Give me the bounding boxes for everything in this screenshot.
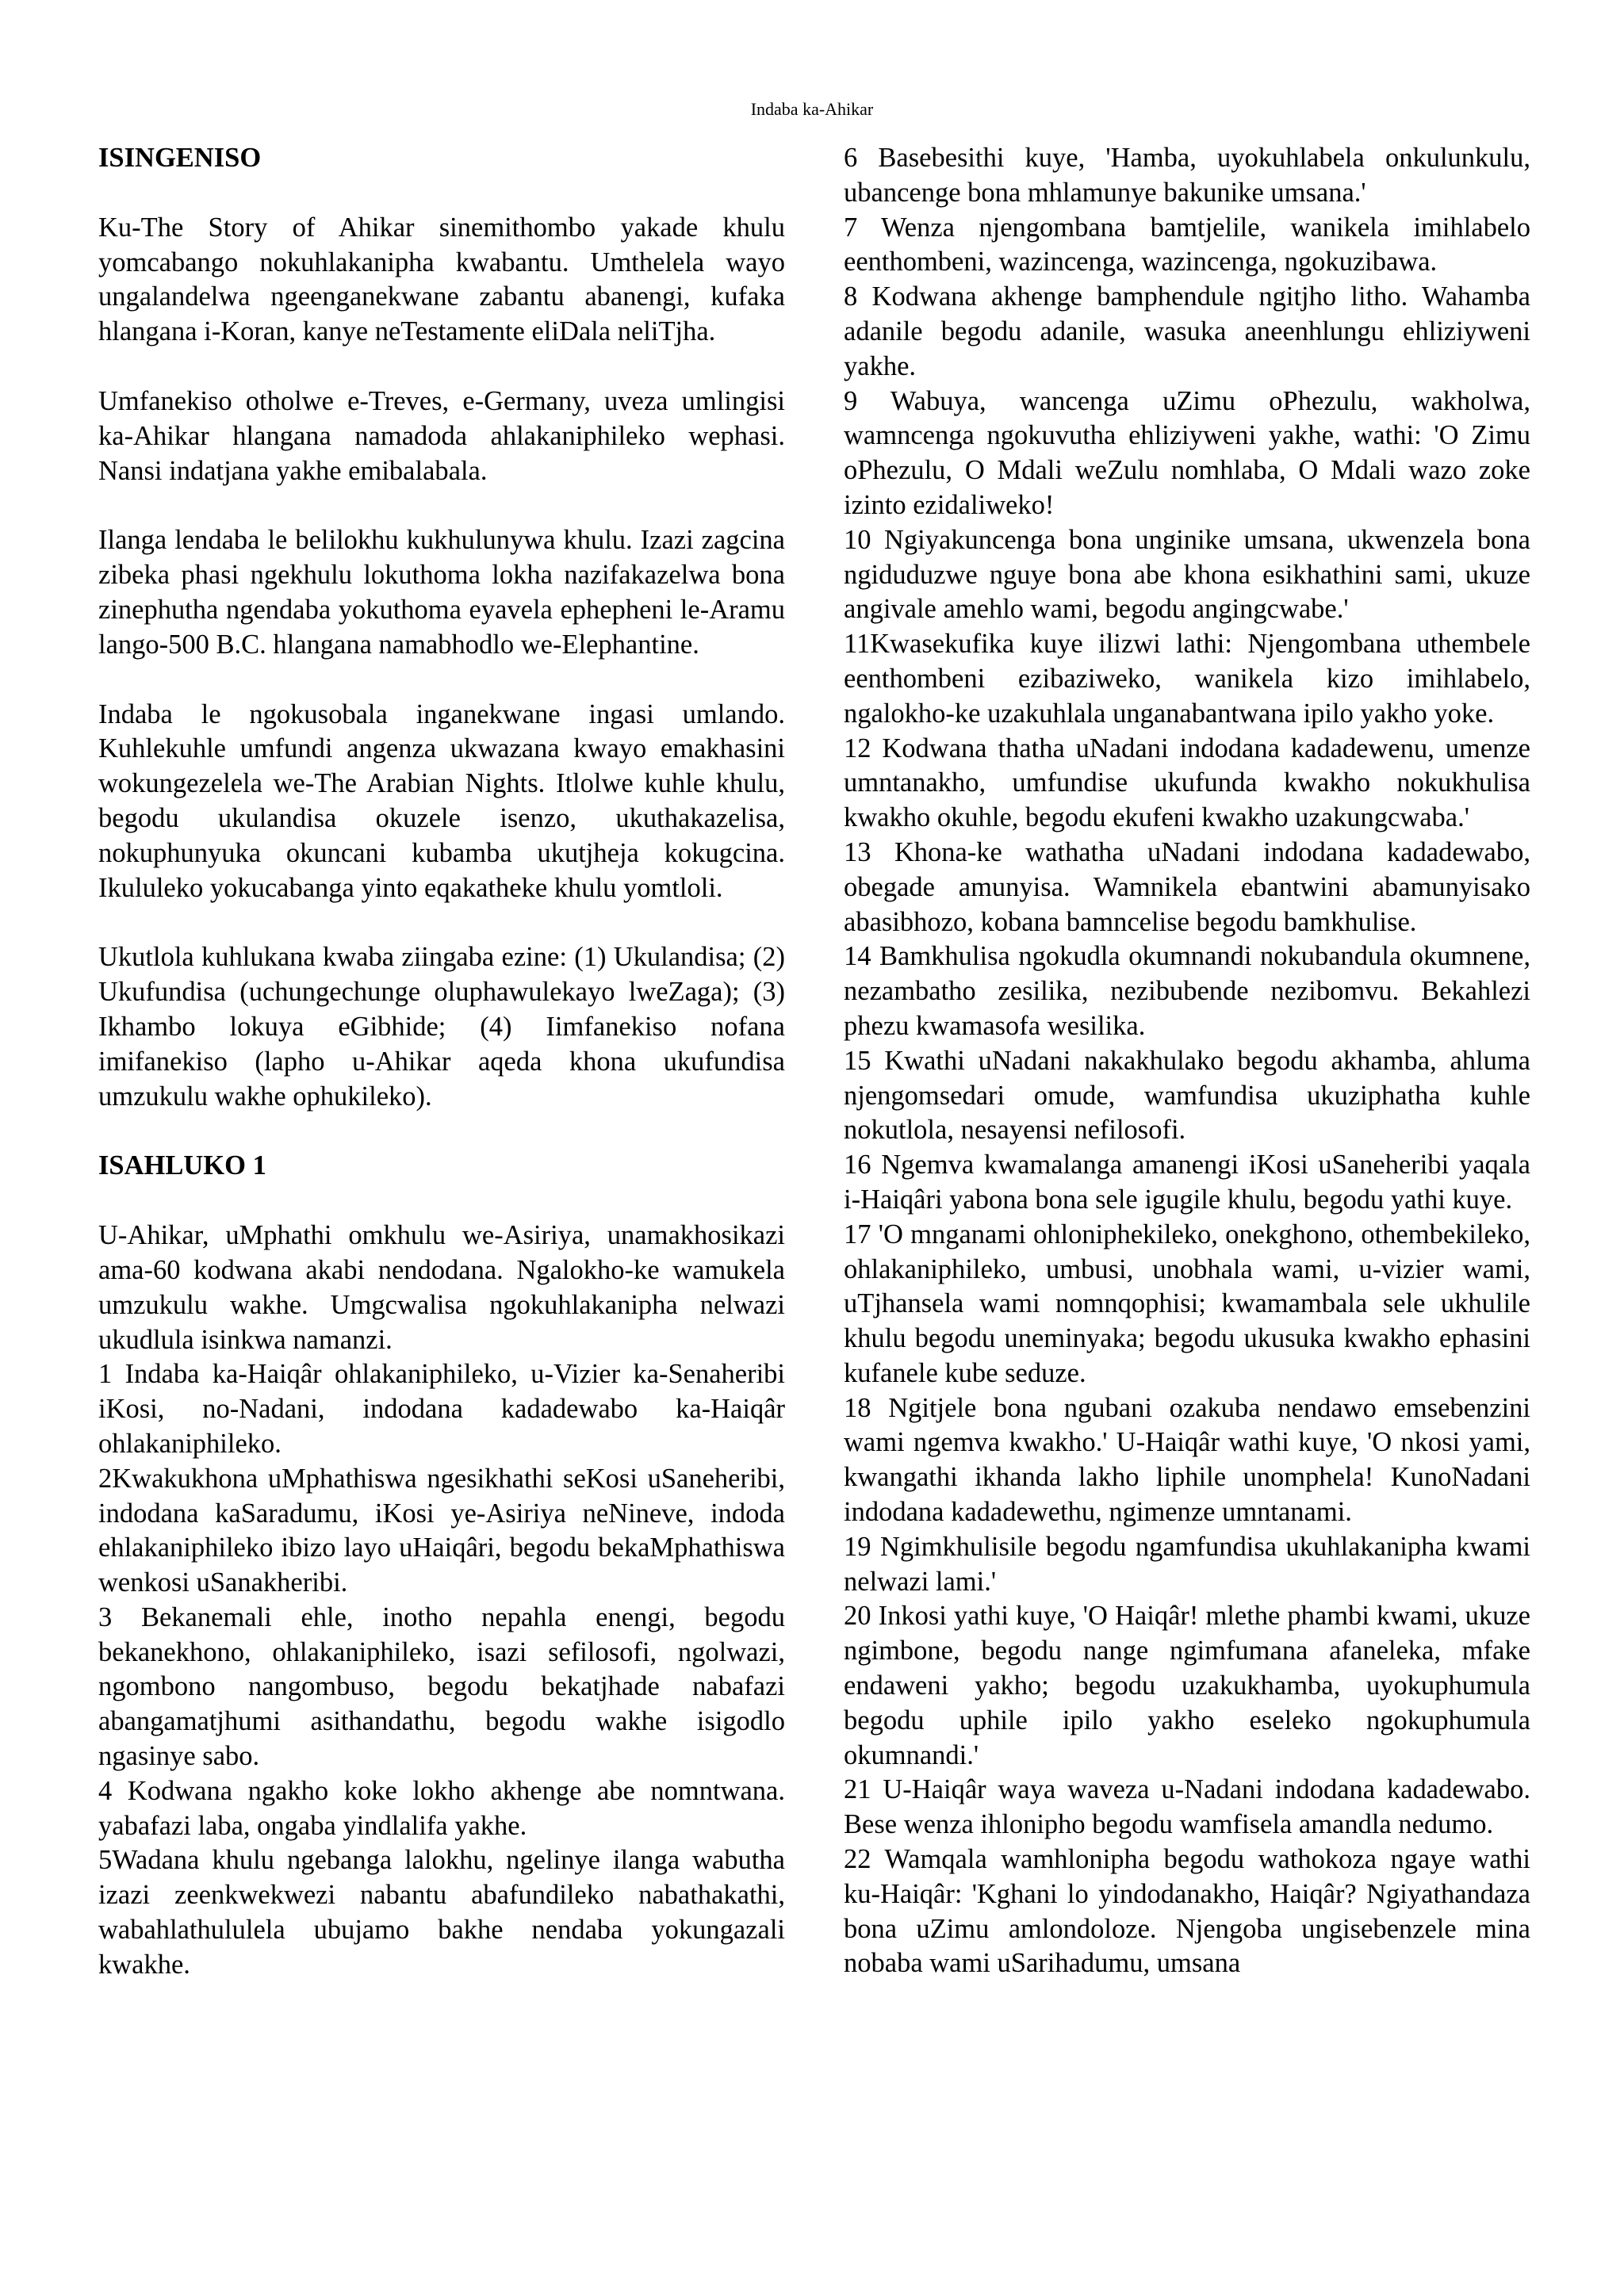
verse: 21 U-Haiqâr waya waveza u-Nadani indodana kadadewabo. Bese wenza ihlonipho begodu wamfisela amandla nedumo. — [844, 1774, 1530, 1840]
heading-chapter: ISAHLUKO 1 — [98, 1150, 266, 1181]
verse: 19 Ngimkhulisile begodu ngamfundisa ukuhlakanipha kwami nelwazi lami.' — [844, 1531, 1530, 1597]
verse: 16 Ngemva kwamalanga amanengi iKosi uSaneheribi yaqala i-Haiqâri yabona bona sele igugile khulu, begodu yathi kuye. — [844, 1150, 1530, 1215]
verse: 14 Bamkhulisa ngokudla okumnandi nokubandula okumnene, nezambatho zesilika, nezibubende nezibomvu. Bekahlezi phezu kwamasofa wesilika. — [844, 941, 1530, 1041]
verse: 18 Ngitjele bona ngubani ozakuba nendawo emsebenzini wami ngemva kwakho.' U-Haiqâr wathi kuye, 'O nkosi yami, kwangathi ikhanda lakho liphile unomphela! KunoNadani indodana kadadewethu, ngimenze umntanami. — [844, 1392, 1530, 1528]
intro-paragraph: Umfanekiso otholwe e-Treves, e-Germany, uveza umlingisi ka-Ahikar hlangana namadoda ahlakaniphileko wephasi. Nansi indatjana yakhe emibalabala. — [98, 385, 785, 486]
verse: 4 Kodwana ngakho koke lokho akhenge abe nomntwana. yabafazi laba, ongaba yindlalifa yakhe. — [98, 1775, 785, 1841]
verse: 13 Khona-ke wathatha uNadani indodana kadadewabo, obegade amunyisa. Wamnikela ebantwini abamunyisako abasibhozo, kobana bamncelise begodu bamkhulise. — [844, 836, 1530, 937]
intro-paragraph: Ukutlola kuhlukana kwaba ziingaba ezine: (1) Ukulandisa; (2) Ukufundisa (uchungechunge oluphawulekayo lweZaga); (3) Ikhambo lokuya eGibhide; (4) Iimfanekiso nofana imifanekiso (lapho u-Ahikar aqeda khona ukufundisa umzukulu wakhe ophukileko). — [98, 942, 785, 1112]
intro-paragraph: Ku-The Story of Ahikar sinemithombo yakade khulu yomcabango nokuhlakanipha kwabantu. Umthelela wayo ungalandelwa ngeenganekwane zabantu abanengi, kufaka hlangana i-Koran, kanye neTestamente eliDala neliTjha. — [98, 212, 785, 347]
verse: 2Kwakukhona uMphathiswa ngesikhathi seKosi uSaneheribi, indodana kaSaradumu, iKosi ye-Asiriya neNineve, indoda ehlakaniphileko ibizo layo uHaiqâri, begodu bekaMphathiswa wenkosi uSanakheribi. — [98, 1463, 785, 1598]
verse: 3 Bekanemali ehle, inotho nepahla enengi, begodu bekanekhono, ohlakaniphileko, isazi sefilosofi, ngolwazi, ngombono nangombuso, begodu bekatjhade nabafazi abangamatjhumi asithandathu, begodu wakhe isigodlo ngasinye sabo. — [98, 1601, 785, 1772]
chapter-intro: U-Ahikar, uMphathi omkhulu we-Asiriya, unamakhosikazi ama-60 kodwana akabi nendodana. Ngalokho-ke wamukela umzukulu wakhe. Umgcwalisa ngokuhlakanipha nelwazi ukudlula isinkwa namanzi. — [98, 1220, 785, 1355]
running-head: Indaba ka-Ahikar — [750, 99, 874, 119]
intro-paragraph: Ilanga lendaba le belilokhu kukhulunywa khulu. Izazi zagcina zibeka phasi ngekhulu lokuthoma lokha nazifakazelwa bona zinephutha ngendaba yokuthoma eyavela ephepheni le-Aramu lango-500 B.C. hlangana namabhodlo we-Elephantine. — [98, 525, 785, 660]
verse: 5Wadana khulu ngebanga lalokhu, ngelinye ilanga wabutha izazi zeenkwekwezi nabantu abafundileko nabathakathi, wabahlathululela ubujamo bakhe nendaba yokungazali kwakhe. — [98, 1845, 785, 1980]
intro-paragraph: Indaba le ngokusobala inganekwane ingasi umlando. Kuhlekuhle umfundi angenza ukwazana kwayo emakhasini wokungezelela we-The Arabian Nights. Itlolwe kuhle khulu, begodu ukulandisa okuzele isenzo, ukuthakazelisa, nokuphunyuka okuncani kubamba ukutjheja kokugcina. Ikululeko yokucabanga yinto eqakatheke khulu yomtloli. — [98, 698, 785, 903]
verse: 11Kwasekufika kuye ilizwi lathi: Njengombana uthembele eenthombeni ezibaziweko, wanikela kizo imihlabelo, ngalokho-ke uzakuhlala unganabantwana ipilo yakho yoke. — [844, 629, 1530, 729]
verse: 15 Kwathi uNadani nakakhulako begodu akhamba, ahluma njengomsedari omude, wamfundisa ukuziphatha kuhle nokutlola, nesayensi nefilosofi. — [844, 1045, 1530, 1146]
verse: 8 Kodwana akhenge bamphendule ngitjho litho. Wahamba adanile begodu adanile, wasuka aneenhlungu ehliziyweni yakhe. — [844, 281, 1530, 381]
heading-intro: ISINGENISO — [98, 143, 262, 173]
verse: 22 Wamqala wamhlonipha begodu wathokoza ngaye wathi ku-Haiqâr: 'Kghani lo yindodanakho, Haiqâr? Ngiyathandaza bona uZimu amlondoloze. Njengoba ungisebenzele mina nobaba wami uSarihadumu, umsana — [844, 1844, 1530, 1979]
verse: 10 Ngiyakuncenga bona unginike umsana, ukwenzela bona ngiduduzwe nguye bona abe khona esikhathini sami, ukuze angivale amehlo wami, begodu angingcwabe.' — [844, 524, 1530, 625]
right-column — [844, 141, 1530, 1981]
left-column — [98, 141, 785, 1983]
verse: 9 Wabuya, wancenga uZimu oPhezulu, wakholwa, wamncenga ngokuvutha ehliziyweni yakhe, wathi: 'O Zimu oPhezulu, O Mdali weZulu nomhlaba, O Mdali wazo zoke izinto ezidaliweko! — [844, 385, 1530, 520]
verse: 6 Basebesithi kuye, 'Hamba, uyokuhlabela onkulunkulu, ubancenge bona mhlamunye bakunike umsana.' — [844, 143, 1530, 208]
verse: 20 Inkosi yathi kuye, 'O Haiqâr! mlethe phambi kwami, ukuze ngimbone, begodu nange ngimfumana afaneleka, mfake endaweni yakho; begodu uzakukhamba, uyokuphumula begodu uphile ipilo yakho eseleko ngokuphumula okumnandi.' — [844, 1601, 1530, 1770]
verse: 12 Kodwana thatha uNadani indodana kadadewenu, umenze umntanakho, umfundise ukufunda kwakho nokukhulisa kwakho okuhle, begodu ekufeni kwakho uzakungcwaba.' — [844, 733, 1530, 833]
verse: 7 Wenza njengombana bamtjelile, wanikela imihlabelo eenthombeni, wazincenga, wazincenga, ngokuzibawa. — [844, 212, 1530, 277]
verse: 1 Indaba ka-Haiqâr ohlakaniphileko, u-Vizier ka-Senaheribi iKosi, no-Nadani, indodana kadadewabo ka-Haiqâr ohlakaniphileko. — [98, 1359, 785, 1459]
verse: 17 'O mnganami ohloniphekileko, onekghono, othembekileko, ohlakaniphileko, umbusi, unobhala wami, u-vizier wami, uTjhansela wami nomnqophisi; kwamambala sele ukhulile khulu begodu uneminyaka; begodu ukusuka kwakho ephasini kufanele kube seduze. — [844, 1219, 1530, 1388]
